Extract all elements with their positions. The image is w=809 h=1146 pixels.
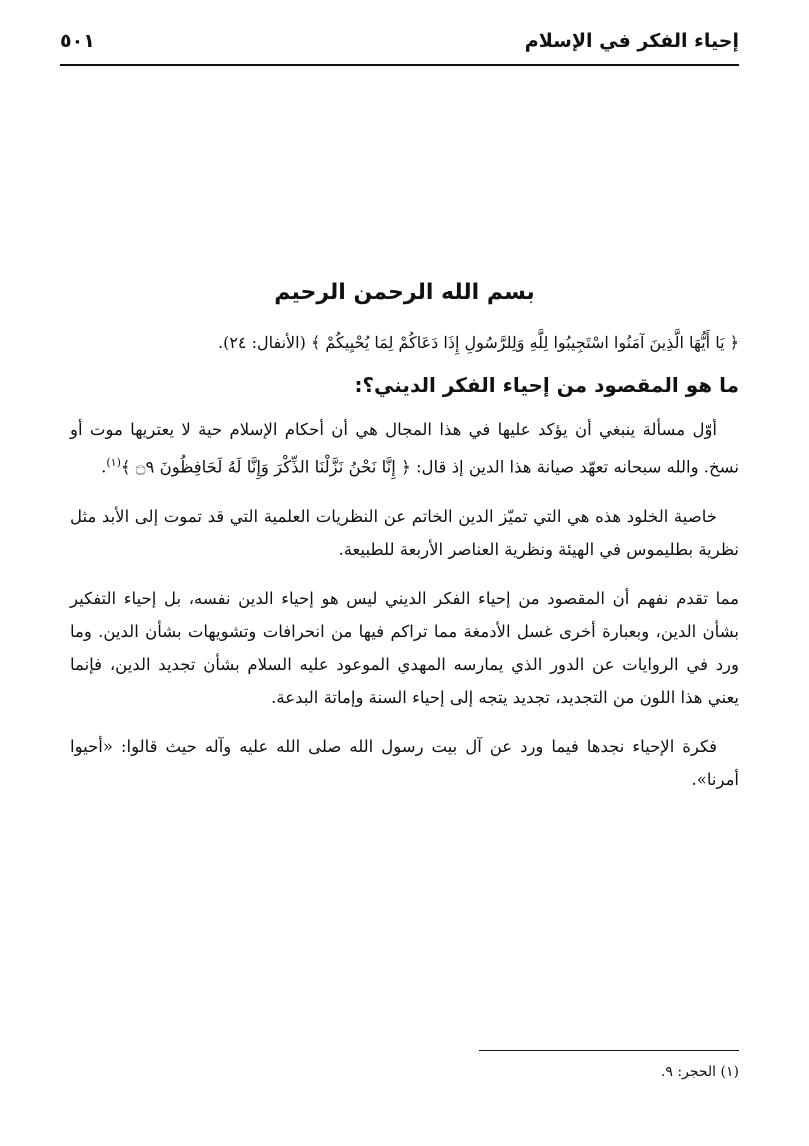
paragraph-3: مما تقدم نفهم أن المقصود من إحياء الفكر الديني ليس هو إحياء الدين نفسه، بل إحياء التفكير بشأن الدين، وبعبارة أخرى غسل الأدمغة مما تراكم فيها من انحرافات وتشويهات بشأن الدين. وما ورد في الروايات عن الدور الذي يمارسه المهدي الموعود عليه السلام بشأن تجديد الدين، فإنما يعني هذا اللون من التجديد، تجديد يتجه إلى إحياء السنة وإماتة البدعة. (70, 588, 739, 707)
page-header (60, 30, 739, 62)
paragraph-1-end: . (101, 457, 107, 477)
page-body (70, 280, 739, 812)
section-heading: ما هو المقصود من إحياء الفكر الديني؟: (354, 373, 739, 397)
header-rule (60, 64, 739, 66)
footnote: (١) الحجر: ٩. (660, 1064, 739, 1080)
paragraph-2: خاصية الخلود هذه هي التي تميّز الدين الخاتم عن النظريات العلمية التي قد تموت إلى الأبد مثل نظرية بطليموس في الهيئة ونظرية العناصر الأربعة للطبيعة. (70, 506, 739, 559)
quran-verse: ﴿ يَا أَيُّهَا الَّذِينَ آمَنُوا اسْتَجِيبُوا لِلَّهِ وَلِلرَّسُولِ إِذَا دَعَاكُمْ لِمَا يُحْيِيكُمْ ﴾ (الأنفال: ٢٤). (218, 333, 739, 352)
paragraph-1-text: أوّل مسألة ينبغي أن يؤكد عليها في هذا المجال هي أن أحكام الإسلام حية لا يعتريها موت أو نسخ. والله سبحانه تعهّد صيانة هذا الدين إذ قال: ﴿ إِنَّا نَحْنُ نَزَّلْنَا الذِّكْرَ وَإِنَّا لَهُ لَحَافِظُونَ ۝٩ ﴾ (70, 420, 739, 477)
paragraph-1 (70, 413, 739, 484)
page-number: ٥٠١ (60, 30, 95, 52)
footnote-rule (479, 1050, 739, 1051)
paragraph-4: فكرة الإحياء نجدها فيما ورد عن آل بيت رسول الله صلى الله عليه وآله حيث قالوا: «أحيوا أمرنا». (70, 736, 739, 789)
basmala: بسم الله الرحمن الرحيم (274, 280, 535, 305)
footnote-reference[interactable]: (١) (106, 456, 121, 469)
running-title: إحياء الفكر في الإسلام (524, 30, 739, 52)
